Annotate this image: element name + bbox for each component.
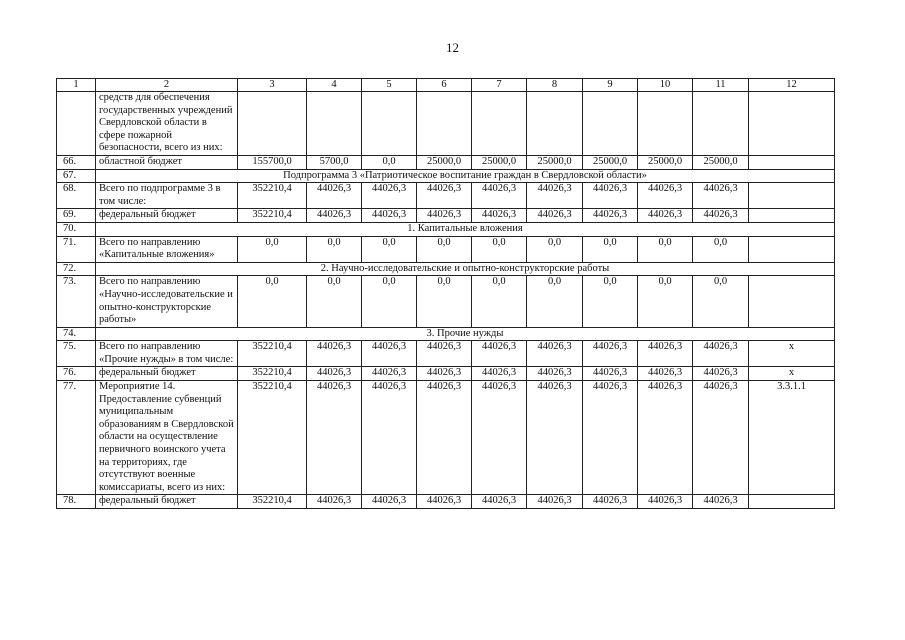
value-cell: 44026,3 xyxy=(583,381,638,495)
table-row xyxy=(57,495,835,509)
value-cell: 0,0 xyxy=(238,276,307,327)
value-cell: 0,0 xyxy=(417,236,472,262)
row-number: 74. xyxy=(57,327,96,341)
value-cell: 0,0 xyxy=(307,236,362,262)
row-name: федеральный бюджет xyxy=(96,209,238,223)
value-cell: 44026,3 xyxy=(417,209,472,223)
value-cell: 0,0 xyxy=(238,236,307,262)
value-cell: 0,0 xyxy=(362,276,417,327)
value-cell: 44026,3 xyxy=(417,381,472,495)
value-cell: 44026,3 xyxy=(417,367,472,381)
value-cell: 44026,3 xyxy=(362,367,417,381)
value-cell: 155700,0 xyxy=(238,155,307,169)
value-cell: 44026,3 xyxy=(527,209,583,223)
value-cell: 0,0 xyxy=(527,276,583,327)
value-cell: 44026,3 xyxy=(527,495,583,509)
section-row xyxy=(57,169,835,183)
value-cell: 44026,3 xyxy=(472,183,527,209)
target-ref-cell xyxy=(749,183,835,209)
table-row xyxy=(57,367,835,381)
target-ref-cell xyxy=(749,155,835,169)
value-cell: 25000,0 xyxy=(472,155,527,169)
header-row xyxy=(57,79,835,92)
row-name: федеральный бюджет xyxy=(96,367,238,381)
row-number: 66. xyxy=(57,155,96,169)
row-number: 68. xyxy=(57,183,96,209)
row-number: 72. xyxy=(57,262,96,276)
value-cell: 44026,3 xyxy=(417,495,472,509)
value-cell: 352210,4 xyxy=(238,183,307,209)
target-ref-cell xyxy=(749,495,835,509)
target-ref-cell: х xyxy=(749,341,835,367)
value-cell: 44026,3 xyxy=(583,495,638,509)
section-title: 3. Прочие нужды xyxy=(96,327,835,341)
target-ref-cell xyxy=(749,92,835,156)
row-number: 76. xyxy=(57,367,96,381)
header-cell: 8 xyxy=(527,79,583,92)
value-cell xyxy=(238,92,307,156)
value-cell: 44026,3 xyxy=(307,495,362,509)
header-cell: 1 xyxy=(57,79,96,92)
header-cell: 5 xyxy=(362,79,417,92)
row-number: 67. xyxy=(57,169,96,183)
value-cell: 44026,3 xyxy=(472,367,527,381)
value-cell: 44026,3 xyxy=(638,381,693,495)
value-cell: 44026,3 xyxy=(362,183,417,209)
value-cell: 44026,3 xyxy=(583,341,638,367)
value-cell xyxy=(362,92,417,156)
value-cell: 44026,3 xyxy=(527,381,583,495)
section-row xyxy=(57,262,835,276)
value-cell: 0,0 xyxy=(472,276,527,327)
value-cell: 44026,3 xyxy=(527,367,583,381)
value-cell: 44026,3 xyxy=(693,495,749,509)
table-row xyxy=(57,92,835,156)
value-cell: 44026,3 xyxy=(307,183,362,209)
value-cell: 44026,3 xyxy=(693,341,749,367)
value-cell: 352210,4 xyxy=(238,495,307,509)
page-number: 12 xyxy=(446,40,459,55)
row-number: 71. xyxy=(57,236,96,262)
value-cell: 44026,3 xyxy=(362,209,417,223)
header-cell: 6 xyxy=(417,79,472,92)
value-cell: 44026,3 xyxy=(527,183,583,209)
value-cell: 352210,4 xyxy=(238,341,307,367)
budget-table xyxy=(56,78,835,509)
row-number: 70. xyxy=(57,222,96,236)
value-cell: 44026,3 xyxy=(693,209,749,223)
row-name: областной бюджет xyxy=(96,155,238,169)
value-cell: 0,0 xyxy=(638,276,693,327)
value-cell: 0,0 xyxy=(362,155,417,169)
value-cell: 0,0 xyxy=(307,276,362,327)
row-number xyxy=(57,92,96,156)
header-cell: 2 xyxy=(96,79,238,92)
value-cell xyxy=(693,92,749,156)
row-number: 75. xyxy=(57,341,96,367)
target-ref-cell xyxy=(749,209,835,223)
value-cell: 44026,3 xyxy=(472,381,527,495)
section-title: Подпрограмма 3 «Патриотическое воспитание граждан в Свердловской области» xyxy=(96,169,835,183)
value-cell: 5700,0 xyxy=(307,155,362,169)
value-cell: 44026,3 xyxy=(638,209,693,223)
table-row xyxy=(57,276,835,327)
header-cell: 7 xyxy=(472,79,527,92)
target-ref-cell: 3.3.1.1 xyxy=(749,381,835,495)
row-number: 73. xyxy=(57,276,96,327)
header-cell: 12 xyxy=(749,79,835,92)
value-cell: 44026,3 xyxy=(472,341,527,367)
value-cell: 0,0 xyxy=(362,236,417,262)
value-cell: 44026,3 xyxy=(307,367,362,381)
target-ref-cell xyxy=(749,236,835,262)
value-cell: 44026,3 xyxy=(362,495,417,509)
value-cell: 0,0 xyxy=(583,236,638,262)
value-cell: 25000,0 xyxy=(417,155,472,169)
value-cell: 0,0 xyxy=(417,276,472,327)
row-name: Всего по направлению «Научно-исследовательские и опытно-конструкторские работы» xyxy=(96,276,238,327)
row-number: 69. xyxy=(57,209,96,223)
value-cell: 25000,0 xyxy=(527,155,583,169)
value-cell: 44026,3 xyxy=(307,381,362,495)
value-cell: 44026,3 xyxy=(638,367,693,381)
value-cell: 44026,3 xyxy=(638,183,693,209)
value-cell xyxy=(583,92,638,156)
row-name: Всего по направлению «Прочие нужды» в том числе: xyxy=(96,341,238,367)
table-row xyxy=(57,209,835,223)
value-cell: 44026,3 xyxy=(472,495,527,509)
table-row xyxy=(57,155,835,169)
row-name: Мероприятие 14. Предоставление субвенций муниципальным образованиям в Свердловской области на осуществление первичного воинского учета на территориях, где отсутствуют военные комиссариаты, всего из них: xyxy=(96,381,238,495)
section-row xyxy=(57,327,835,341)
section-title: 2. Научно-исследовательские и опытно-конструкторские работы xyxy=(96,262,835,276)
value-cell: 0,0 xyxy=(472,236,527,262)
row-number: 78. xyxy=(57,495,96,509)
value-cell: 0,0 xyxy=(583,276,638,327)
value-cell: 44026,3 xyxy=(638,495,693,509)
table-row xyxy=(57,236,835,262)
table-row xyxy=(57,381,835,495)
value-cell: 44026,3 xyxy=(583,209,638,223)
value-cell: 44026,3 xyxy=(583,367,638,381)
value-cell: 0,0 xyxy=(693,236,749,262)
value-cell xyxy=(638,92,693,156)
value-cell: 352210,4 xyxy=(238,209,307,223)
value-cell: 25000,0 xyxy=(583,155,638,169)
value-cell: 44026,3 xyxy=(693,367,749,381)
section-title: 1. Капитальные вложения xyxy=(96,222,835,236)
value-cell: 0,0 xyxy=(527,236,583,262)
value-cell: 25000,0 xyxy=(638,155,693,169)
row-name: федеральный бюджет xyxy=(96,495,238,509)
value-cell: 44026,3 xyxy=(362,381,417,495)
header-cell: 11 xyxy=(693,79,749,92)
value-cell xyxy=(417,92,472,156)
value-cell: 44026,3 xyxy=(307,209,362,223)
row-name: Всего по подпрограмме 3 в том числе: xyxy=(96,183,238,209)
value-cell: 44026,3 xyxy=(638,341,693,367)
value-cell: 44026,3 xyxy=(693,381,749,495)
value-cell: 44026,3 xyxy=(693,183,749,209)
value-cell: 44026,3 xyxy=(583,183,638,209)
header-cell: 10 xyxy=(638,79,693,92)
section-row xyxy=(57,222,835,236)
value-cell: 352210,4 xyxy=(238,381,307,495)
target-ref-cell: х xyxy=(749,367,835,381)
header-cell: 3 xyxy=(238,79,307,92)
value-cell: 44026,3 xyxy=(472,209,527,223)
value-cell: 44026,3 xyxy=(527,341,583,367)
value-cell xyxy=(527,92,583,156)
value-cell: 44026,3 xyxy=(307,341,362,367)
value-cell xyxy=(472,92,527,156)
target-ref-cell xyxy=(749,276,835,327)
header-cell: 4 xyxy=(307,79,362,92)
value-cell: 0,0 xyxy=(693,276,749,327)
row-number: 77. xyxy=(57,381,96,495)
value-cell: 44026,3 xyxy=(417,183,472,209)
value-cell: 44026,3 xyxy=(417,341,472,367)
value-cell: 352210,4 xyxy=(238,367,307,381)
header-cell: 9 xyxy=(583,79,638,92)
value-cell: 0,0 xyxy=(638,236,693,262)
value-cell xyxy=(307,92,362,156)
value-cell: 44026,3 xyxy=(362,341,417,367)
table-row xyxy=(57,183,835,209)
table-row xyxy=(57,341,835,367)
row-name: Всего по направлению «Капитальные вложения» xyxy=(96,236,238,262)
value-cell: 25000,0 xyxy=(693,155,749,169)
row-name: средств для обеспечения государственных учреждений Свердловской области в сфере пожарной безопасности, всего из них: xyxy=(96,92,238,156)
